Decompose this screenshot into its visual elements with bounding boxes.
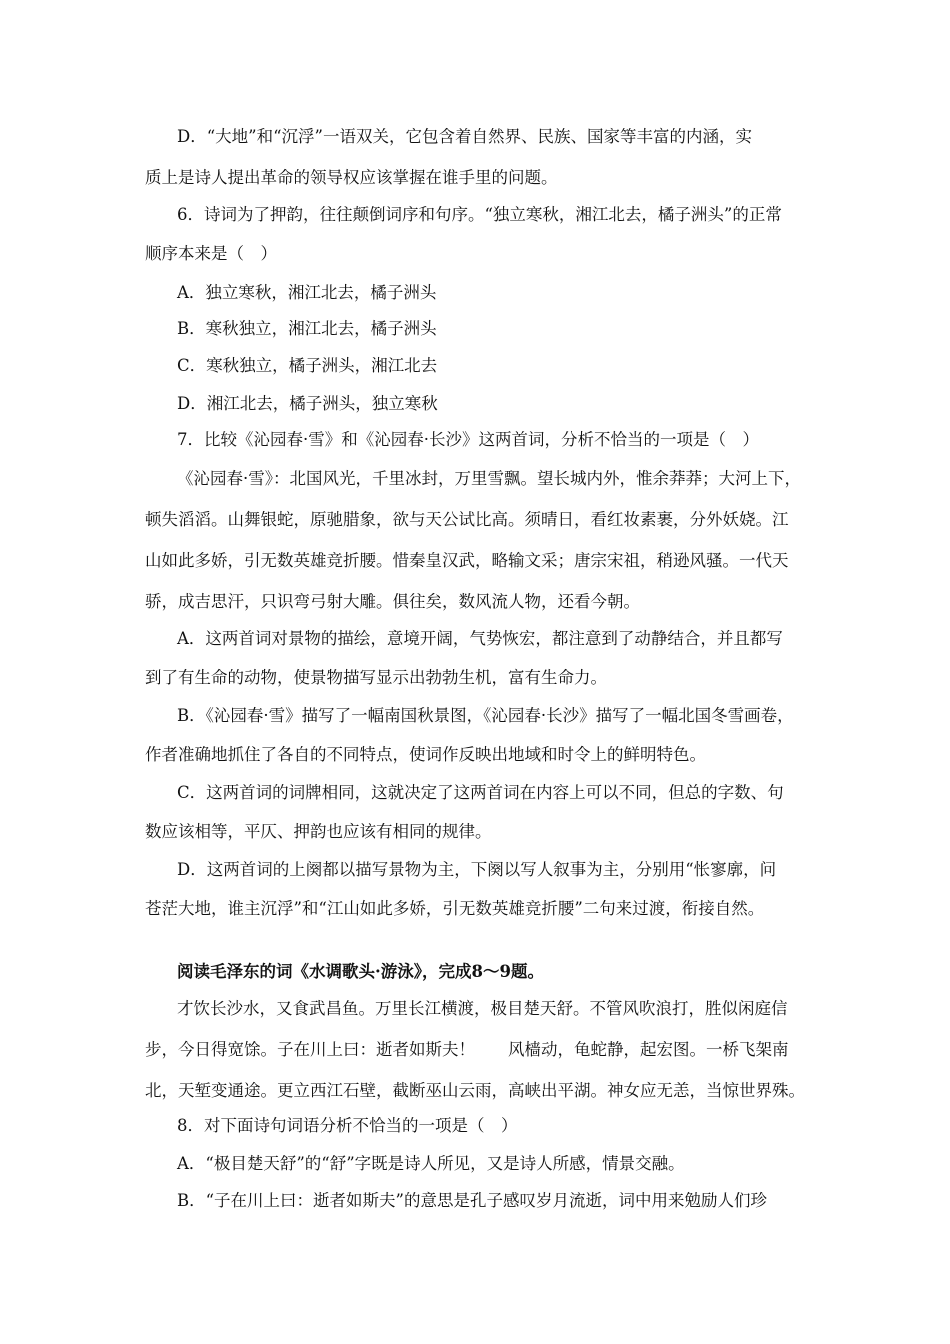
question-7-option-d-line-1: D．这两首词的上阕都以描写景物为主，下阕以写人叙事为主，分别用“怅寥廓，问 [177,860,777,879]
question-6-line-1: 6．诗词为了押韵，往往颠倒词序和句序。“独立寒秋，湘江北去，橘子洲头”的正常 [177,205,782,224]
question-7-option-d-line-2: 苍茫大地，谁主沉浮”和“江山如此多娇，引无数英雄竞折腰”二句来过渡，衔接自然。 [145,899,765,918]
question-7-option-a-line-1: A．这两首词对景物的描绘，意境开阔，气势恢宏，都注意到了动静结合，并且都写 [177,629,783,648]
option-5d-line-1: D．“大地”和“沉浮”一语双关，它包含着自然界、民族、国家等丰富的内涵，实 [177,127,752,146]
question-6-option-d: D．湘江北去，橘子洲头，独立寒秋 [177,394,438,413]
poem-snow-line-3: 山如此多娇，引无数英雄竞折腰。惜秦皇汉武，略输文采；唐宗宋祖，稍逊风骚。一代天 [145,551,789,570]
poem-swimming-line-2: 步，今日得宽馀。子在川上曰：逝者如斯夫！ 风樯动，龟蛇静，起宏图。一桥飞架南 [145,1040,789,1059]
question-8-option-a: A．“极目楚天舒”的“舒”字既是诗人所见，又是诗人所感，情景交融。 [177,1154,685,1173]
poem-snow-line-2: 顿失滔滔。山舞银蛇，原驰腊象，欲与天公试比高。须晴日，看红妆素裹，分外妖娆。江 [145,510,789,529]
poem-snow-line-1: 《沁园春·雪》：北国风光，千里冰封，万里雪飘。望长城内外，惟余莽莽；大河上下， [177,469,801,488]
question-7-option-c-line-1: C．这两首词的词牌相同，这就决定了这两首词在内容上可以不同，但总的字数、句 [177,783,784,802]
poem-swimming-line-1: 才饮长沙水，又食武昌鱼。万里长江横渡，极目楚天舒。不管风吹浪打，胜似闲庭信 [177,999,788,1018]
option-5d-line-2: 质上是诗人提出革命的领导权应该掌握在谁手里的问题。 [145,168,558,187]
question-8-option-b-line-1: B．“子在川上曰：逝者如斯夫”的意思是孔子感叹岁月流逝，词中用来勉励人们珍 [177,1191,767,1210]
question-7-option-b-line-2: 作者准确地抓住了各自的不同特点，使词作反映出地域和时令上的鲜明特色。 [145,745,706,764]
question-6-option-b: B．寒秋独立，湘江北去，橘子洲头 [177,319,437,338]
poem-swimming-line-3: 北，天堑变通途。更立西江石壁，截断巫山云雨，高峡出平湖。神女应无恙，当惊世界殊。 [145,1081,805,1100]
question-7-option-c-line-2: 数应该相等，平仄、押韵也应该有相同的规律。 [145,822,492,841]
question-6-option-a: A．独立寒秋，湘江北去，橘子洲头 [177,283,437,302]
question-6-option-c: C．寒秋独立，橘子洲头，湘江北去 [177,356,438,375]
question-7-option-a-line-2: 到了有生命的动物，使景物描写显示出勃勃生机，富有生命力。 [145,668,607,687]
question-8-stem: 8．对下面诗句词语分析不恰当的一项是（ ） [177,1116,518,1135]
poem-snow-line-4: 骄，成吉思汗，只识弯弓射大雕。俱往矣，数风流人物，还看今朝。 [145,592,640,611]
section-heading: 阅读毛泽东的词《水调歌头·游泳》，完成8～9题。 [177,962,544,981]
question-7-option-b-line-1: B．《沁园春·雪》描写了一幅南国秋景图，《沁园春·长沙》描写了一幅北国冬雪画卷， [177,706,794,725]
question-6-line-2: 顺序本来是（ ） [145,244,277,263]
question-7-stem: 7．比较《沁园春·雪》和《沁园春·长沙》这两首词，分析不恰当的一项是（ ） [177,430,759,449]
